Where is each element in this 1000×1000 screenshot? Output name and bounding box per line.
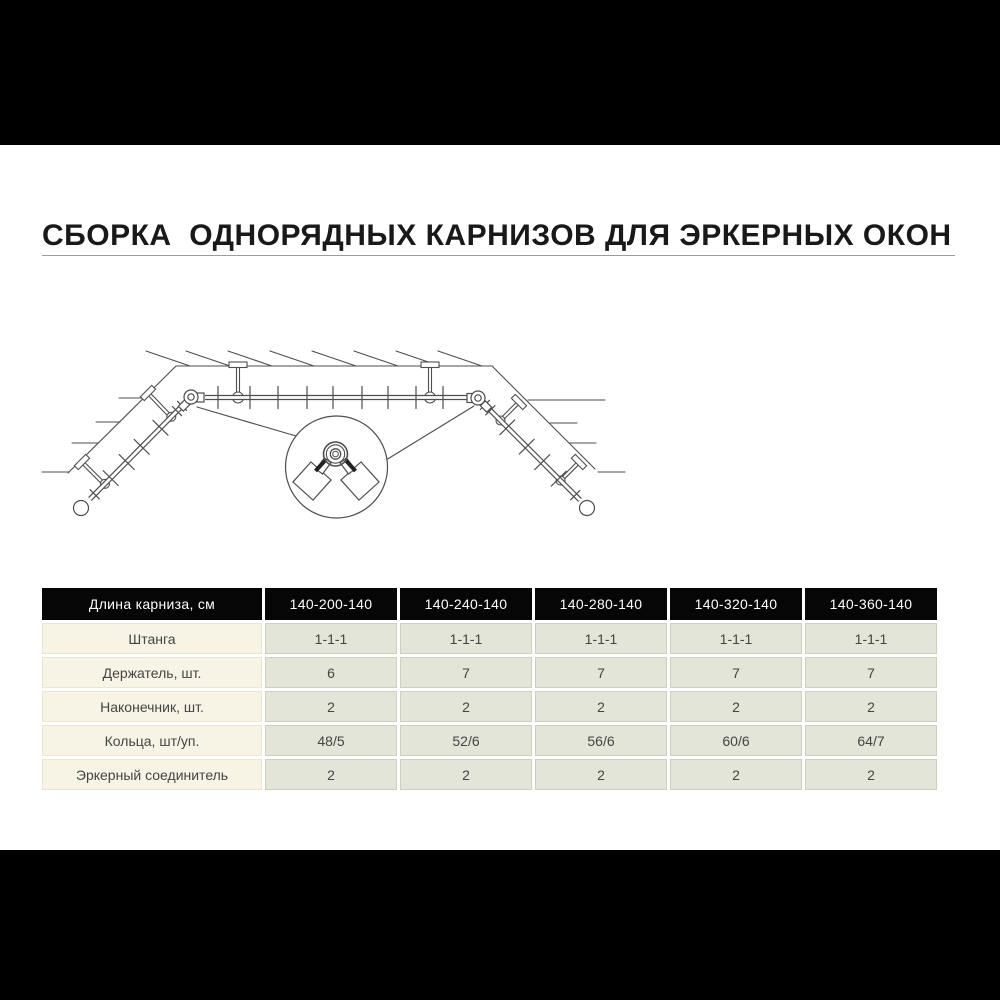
column-header: 140-280-140 (535, 588, 667, 620)
wall-bracket-plate (511, 394, 526, 409)
table-cell: 2 (670, 759, 802, 790)
detail-callout-circle (286, 416, 388, 518)
column-header: 140-240-140 (400, 588, 532, 620)
table-cell: 64/7 (805, 725, 937, 756)
table-cell: 52/6 (400, 725, 532, 756)
row-label: Кольца, шт/уп. (42, 725, 262, 756)
table-cell: 7 (670, 657, 802, 688)
table-cell: 1-1-1 (670, 623, 802, 654)
table-cell: 2 (400, 691, 532, 722)
table-cell: 2 (265, 759, 397, 790)
table-cell: 7 (805, 657, 937, 688)
table-cell: 48/5 (265, 725, 397, 756)
corner-connector (475, 395, 481, 401)
bottom-letterbox-bar (0, 850, 1000, 1000)
table-cell: 2 (805, 759, 937, 790)
spec-table (42, 588, 937, 790)
table-header-label: Длина карниза, см (42, 588, 262, 620)
assembly-diagram (30, 332, 650, 547)
table-cell: 2 (670, 691, 802, 722)
corner-connector (188, 394, 194, 400)
wall-bracket-plate (571, 454, 586, 469)
ceiling-bracket-plate (421, 362, 439, 368)
finial-ball (580, 501, 595, 516)
table-cell: 2 (400, 759, 532, 790)
ceiling-bracket-plate (229, 362, 247, 368)
row-label: Штанга (42, 623, 262, 654)
table-cell: 60/6 (670, 725, 802, 756)
column-header: 140-360-140 (805, 588, 937, 620)
table-cell: 2 (535, 691, 667, 722)
table-cell: 1-1-1 (805, 623, 937, 654)
title-divider (42, 255, 955, 256)
table-cell: 6 (265, 657, 397, 688)
finial-ball (74, 501, 89, 516)
top-letterbox-bar (0, 0, 1000, 145)
table-cell: 2 (805, 691, 937, 722)
ceiling-bracket-stems (237, 368, 432, 393)
table-cell: 7 (400, 657, 532, 688)
row-label: Наконечник, шт. (42, 691, 262, 722)
row-label: Эркерный соединитель (42, 759, 262, 790)
page-title: СБОРКА ОДНОРЯДНЫХ КАРНИЗОВ ДЛЯ ЭРКЕРНЫХ ОКОН (42, 219, 952, 253)
table-cell: 2 (265, 691, 397, 722)
table-cell: 56/6 (535, 725, 667, 756)
wall-bracket-plate (74, 454, 89, 469)
table-cell: 1-1-1 (400, 623, 532, 654)
row-label: Держатель, шт. (42, 657, 262, 688)
table-cell: 7 (535, 657, 667, 688)
wall-bracket-plate (140, 385, 155, 400)
table-cell: 2 (535, 759, 667, 790)
table-cell: 1-1-1 (535, 623, 667, 654)
column-header: 140-320-140 (670, 588, 802, 620)
table-cell: 1-1-1 (265, 623, 397, 654)
bay-cornice-assembly-diagram-svg (30, 332, 650, 547)
column-header: 140-200-140 (265, 588, 397, 620)
